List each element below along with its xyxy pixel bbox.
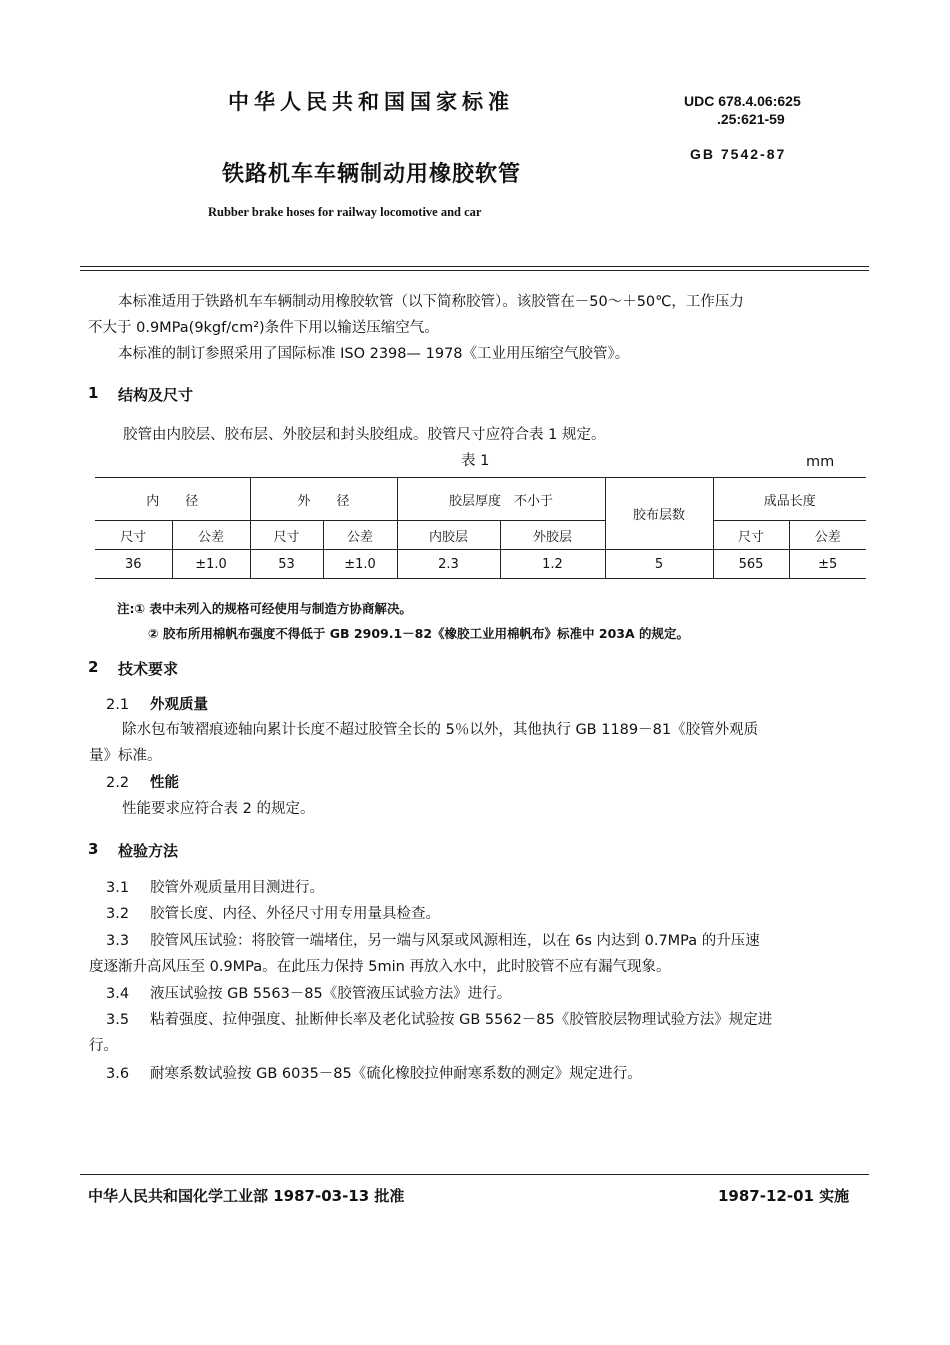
item-3-5-number: 3.5 <box>106 1012 130 1028</box>
section-2-title: 技术要求 <box>118 660 179 678</box>
item-3-3-continuation: 度逐渐升高风压至 0.9MPa。在此压力保持 5min 再放入水中，此时胶管不应有漏气现象。 <box>89 959 671 975</box>
item-3-3-number: 3.3 <box>106 933 130 949</box>
table-subheader: 外胶层 <box>500 521 605 550</box>
table-cell: ±5 <box>789 550 866 579</box>
udc-code-line1: UDC 678.4.06:625 <box>684 93 801 109</box>
table-cell: 1.2 <box>500 550 605 579</box>
table-note-2: ② 胶布所用棉帆布强度不得低于 GB 2909.1－82《橡胶工业用棉帆布》标准中 203A 的规定。 <box>148 626 690 641</box>
item-3-5-continuation: 行。 <box>89 1038 118 1054</box>
table-note-1: 注:① 表中未列入的规格可经使用与制造方协商解决。 <box>117 601 412 616</box>
table-1-unit: mm <box>806 454 835 470</box>
section-2-2-text: 性能要求应符合表 2 的规定。 <box>122 801 315 817</box>
section-2-2-title: 性能 <box>150 775 179 791</box>
item-3-5-text: 粘着强度、拉伸强度、扯断伸长率及老化试验按 GB 5562－85《胶管胶层物理试验方法》规定进 <box>150 1012 773 1028</box>
table-cell: 565 <box>713 550 789 579</box>
item-3-3-text: 胶管风压试验：将胶管一端堵住，另一端与风泵或风源相连，以在 6s 内达到 0.7MPa 的升压速 <box>150 933 760 949</box>
document-title: 铁路机车车辆制动用橡胶软管 <box>222 162 522 187</box>
item-3-1-number: 3.1 <box>106 880 130 896</box>
table-header-plies: 胶布层数 <box>605 478 713 550</box>
table-cell: 53 <box>250 550 323 579</box>
table-header-outer-diameter: 外 径 <box>250 478 397 521</box>
item-3-2-number: 3.2 <box>106 906 130 922</box>
intro-paragraph-1-line1: 本标准适用于铁路机车车辆制动用橡胶软管（以下简称胶管）。该胶管在－50～＋50℃，工作压力 <box>118 294 744 310</box>
table-header-thickness: 胶层厚度 不小于 <box>397 478 605 521</box>
table-subheader: 尺寸 <box>713 521 789 550</box>
header-divider <box>80 266 869 271</box>
section-2-1-title: 外观质量 <box>150 697 208 713</box>
item-3-6-number: 3.6 <box>106 1066 130 1082</box>
item-3-2-text: 胶管长度、内径、外径尺寸用专用量具检查。 <box>150 906 440 922</box>
table-subheader: 公差 <box>172 521 250 550</box>
table-cell: 2.3 <box>397 550 500 579</box>
section-2-number: 2 <box>88 658 99 676</box>
table-1 <box>95 477 866 579</box>
section-2-1-text-line2: 量》标准。 <box>89 748 162 764</box>
effective-date: 1987-12-01 实施 <box>718 1187 850 1205</box>
table-row <box>95 550 866 579</box>
section-2-2-number: 2.2 <box>106 775 130 791</box>
intro-paragraph-1-line2: 不大于 0.9MPa(9kgf/cm²)条件下用以输送压缩空气。 <box>88 320 439 336</box>
table-subheader: 内胶层 <box>397 521 500 550</box>
item-3-4-number: 3.4 <box>106 986 130 1002</box>
section-1-title: 结构及尺寸 <box>118 386 194 404</box>
section-1-text: 胶管由内胶层、胶布层、外胶层和封头胶组成。胶管尺寸应符合表 1 规定。 <box>123 427 606 443</box>
table-subheader: 尺寸 <box>95 521 172 550</box>
table-cell: 36 <box>95 550 172 579</box>
table-cell: ±1.0 <box>172 550 250 579</box>
gb-number: GB 7542-87 <box>690 146 787 162</box>
table-header-inner-diameter: 内 径 <box>95 478 250 521</box>
table-subheader: 尺寸 <box>250 521 323 550</box>
section-3-title: 检验方法 <box>118 842 179 860</box>
table-cell: 5 <box>605 550 713 579</box>
table-header-length: 成品长度 <box>713 478 866 521</box>
item-3-1-text: 胶管外观质量用目测进行。 <box>150 880 324 896</box>
item-3-4-text: 液压试验按 GB 5563－85《胶管液压试验方法》进行。 <box>150 986 512 1002</box>
item-3-6-text: 耐寒系数试验按 GB 6035－85《硫化橡胶拉伸耐寒系数的测定》规定进行。 <box>150 1066 642 1082</box>
document-title-english: Rubber brake hoses for railway locomotive and car <box>208 205 482 219</box>
section-3-number: 3 <box>88 840 99 858</box>
section-1-number: 1 <box>88 384 99 402</box>
table-subheader: 公差 <box>789 521 866 550</box>
udc-code-line2: .25:621-59 <box>717 111 785 127</box>
table-subheader: 公差 <box>323 521 397 550</box>
intro-paragraph-2: 本标准的制订参照采用了国际标准 ISO 2398— 1978《工业用压缩空气胶管》。 <box>118 346 630 362</box>
section-2-1-text-line1: 除水包布皱褶痕迹轴向累计长度不超过胶管全长的 5％以外，其他执行 GB 1189－81《胶管外观质 <box>122 722 759 738</box>
footer-divider <box>80 1174 869 1175</box>
section-2-1-number: 2.1 <box>106 697 130 713</box>
table-1-caption: 表 1 <box>461 453 490 469</box>
national-standard-heading: 中华人民共和国国家标准 <box>228 90 514 114</box>
table-cell: ±1.0 <box>323 550 397 579</box>
approval-line: 中华人民共和国化学工业部 1987-03-13 批准 <box>88 1187 405 1205</box>
